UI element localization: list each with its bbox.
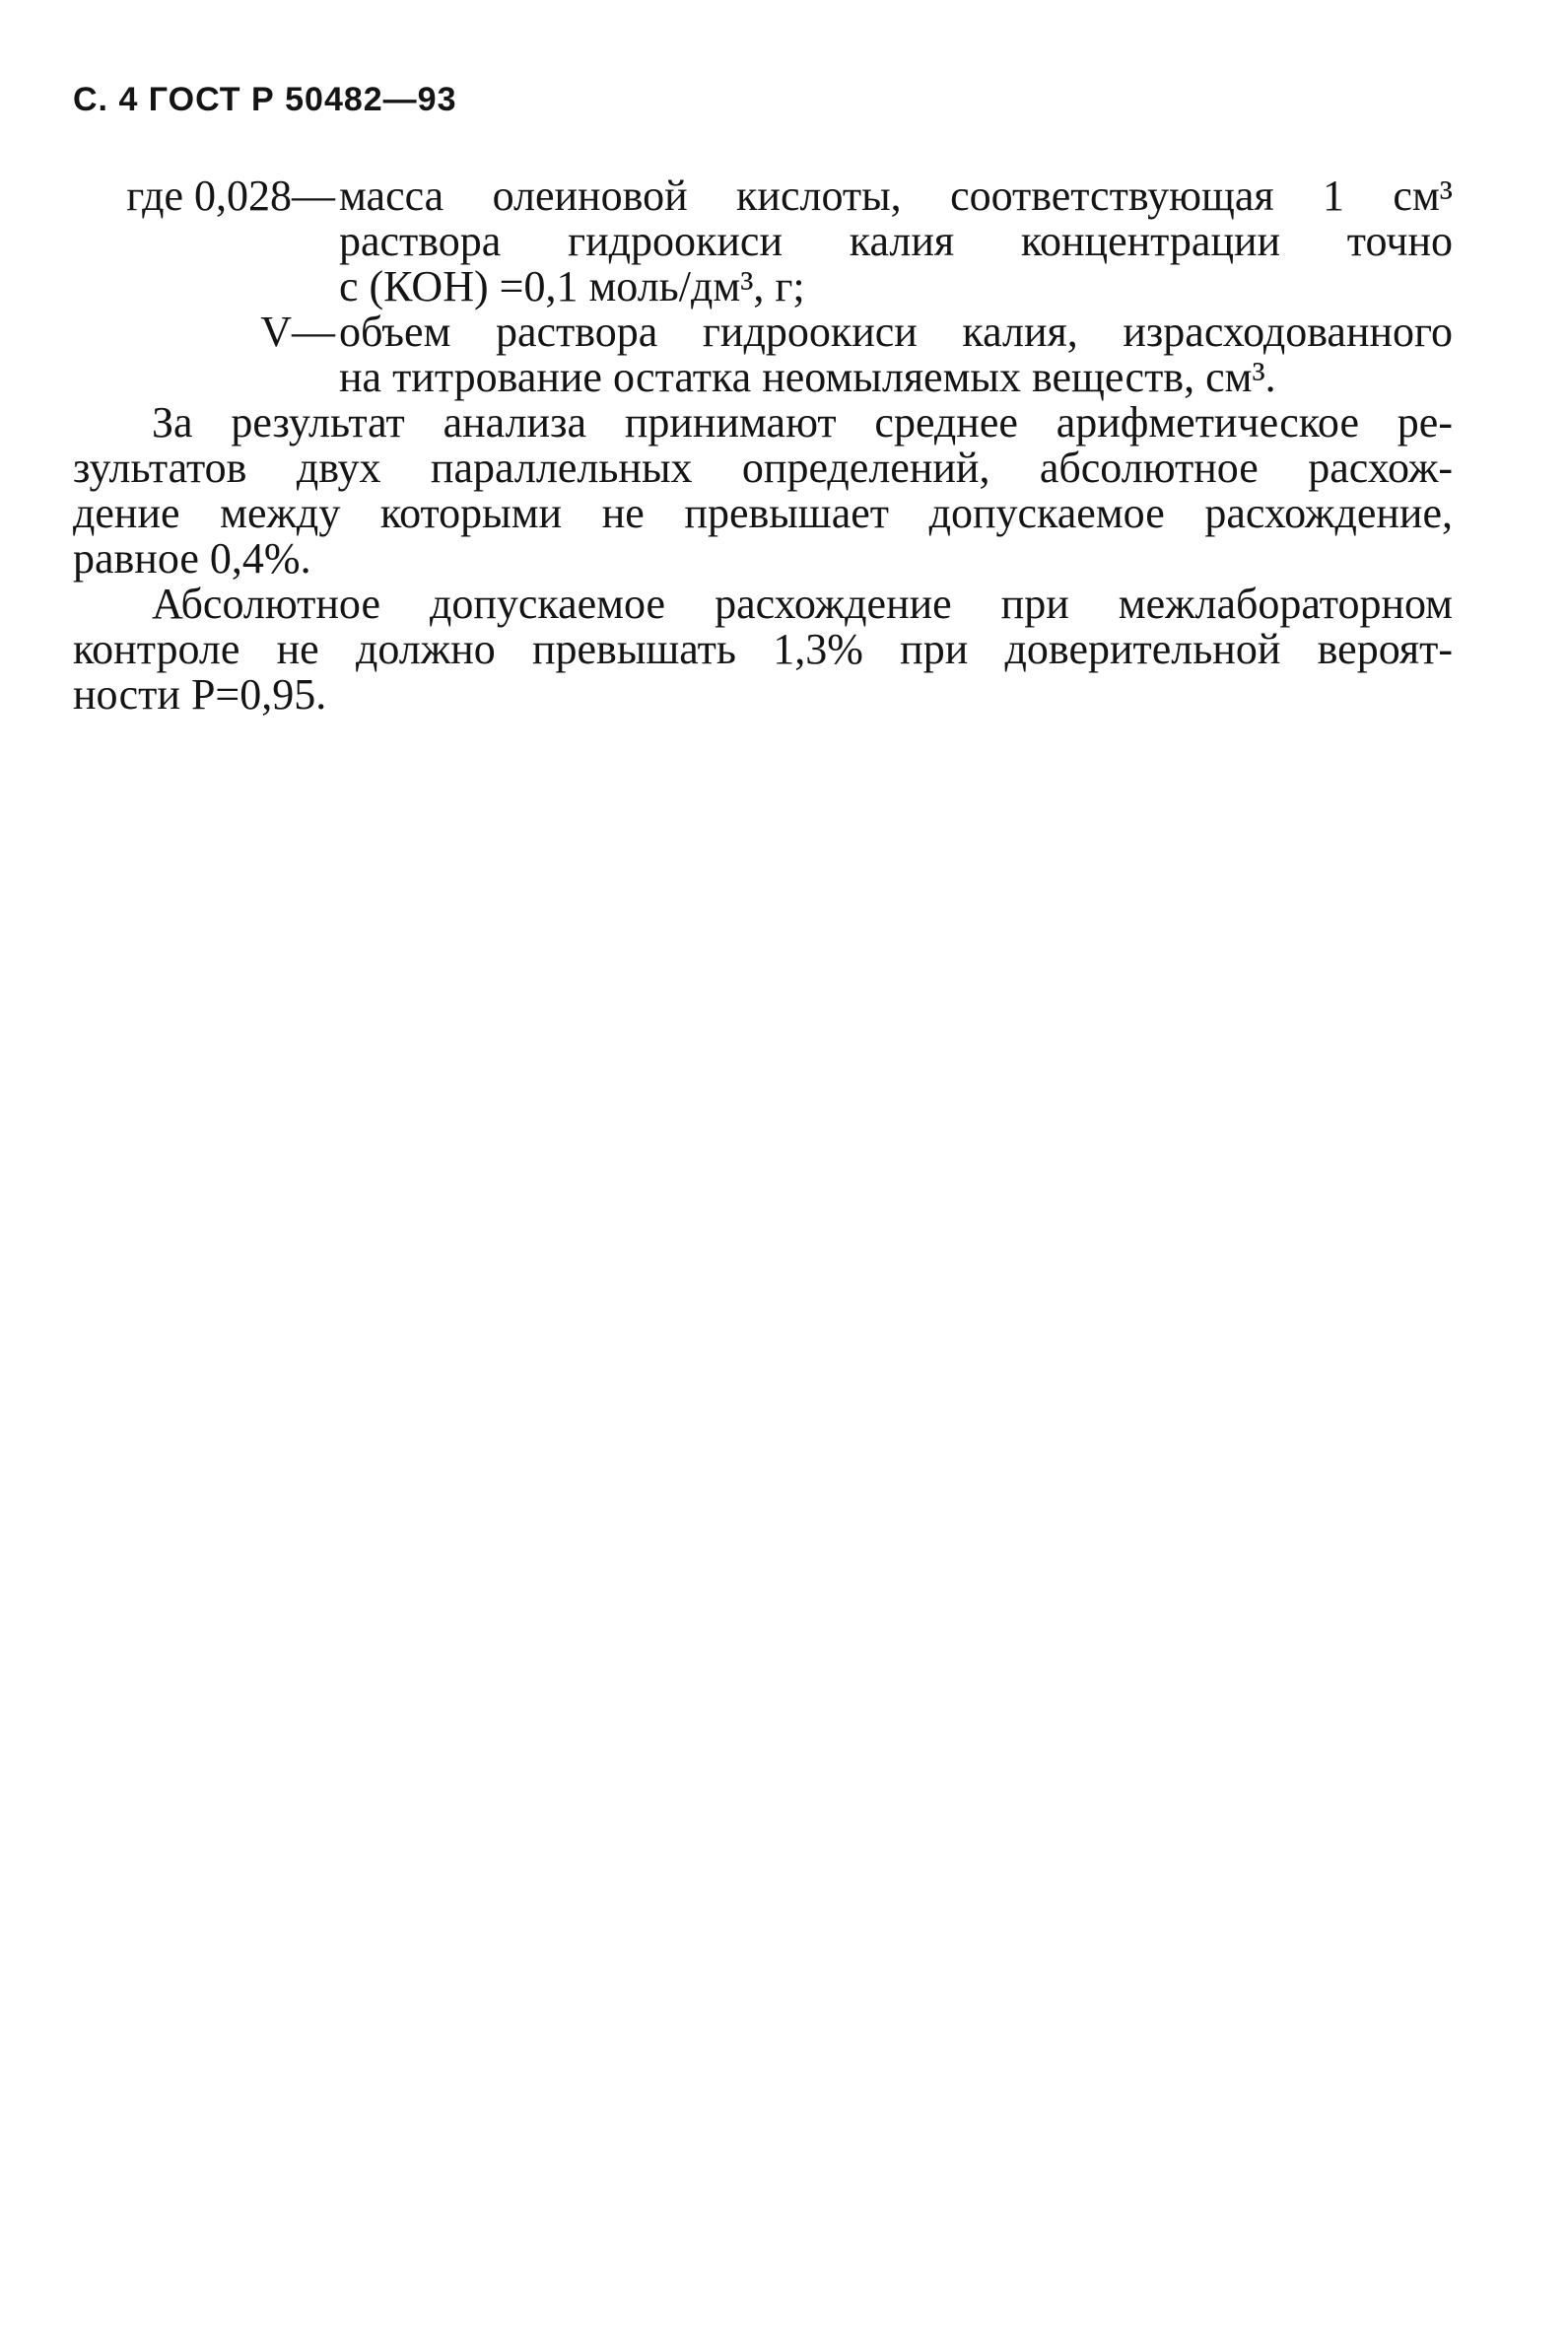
paragraph [73,400,1453,582]
paragraph-line: ности Р=0,95. [73,670,327,719]
paragraph-line: дение между которыми не превышает допускаемое расхождение, [73,489,1453,537]
definition-description [339,309,1453,400]
definition-description [339,173,1453,309]
definition-line: с (КОН) =0,1 моль/дм³, г; [339,262,805,310]
paragraph-line: За результат анализа принимают среднее арифметическое ре- [152,398,1453,447]
definitions-list [73,173,1453,400]
paragraph-line: Абсолютное допускаемое расхождение при межлабораторном [152,580,1453,628]
paragraph [73,582,1453,718]
paragraph-line: контроле не должно превышать 1,3% при доверительной вероят- [73,625,1453,673]
definition-term: V— [260,308,335,356]
definition-line: объем раствора гидроокиси калия, израсходованного [339,308,1453,356]
definition-line: на титрование остатка неомыляемых веществ, см³. [339,353,1276,401]
document-body [73,173,1453,718]
definition-line: масса олеиновой кислоты, соответствующая 1 см³ [339,172,1453,220]
page-header: С. 4 ГОСТ Р 50482—93 [73,81,457,118]
definition-line: раствора гидроокиси калия концентрации точно [339,217,1453,265]
definition-term: где 0,028— [126,172,335,220]
paragraph-line: равное 0,4%. [73,534,311,583]
paragraph-line: зультатов двух параллельных определений, абсолютное расхож- [73,444,1453,492]
